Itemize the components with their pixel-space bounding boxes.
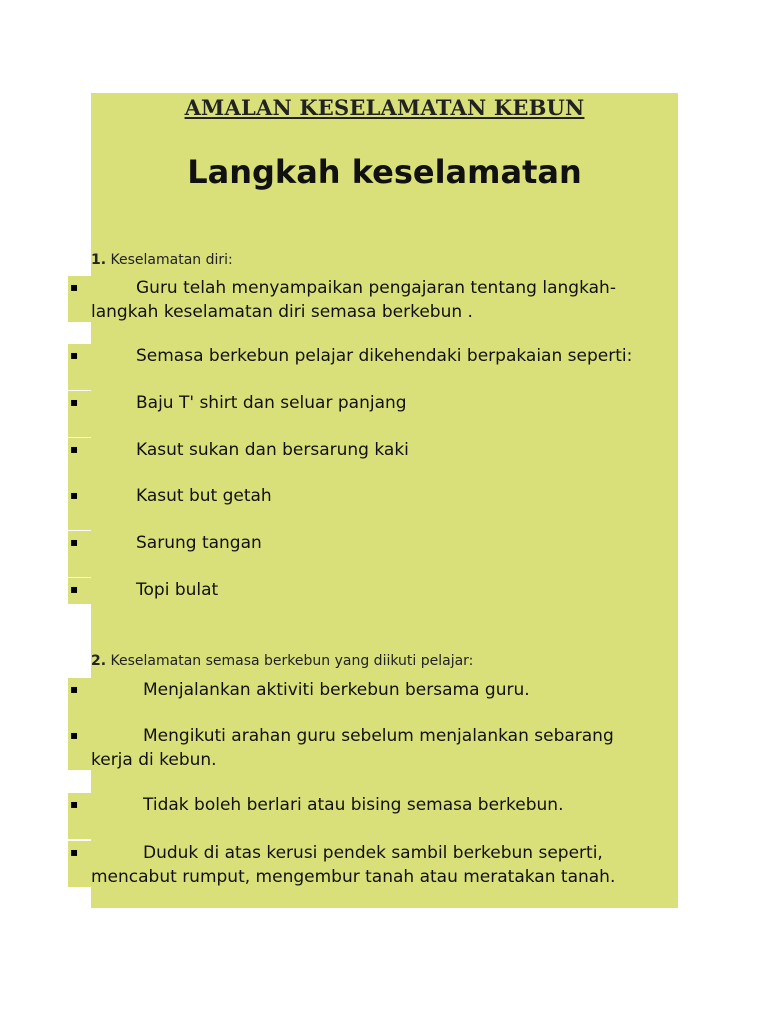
list-item-text: Kasut sukan dan bersarung kaki [136, 440, 409, 460]
bullet-icon: ▪ [70, 395, 79, 409]
list-item-text-cont: langkah keselamatan diri semasa berkebun . [91, 302, 473, 322]
bullet-icon: ▪ [70, 348, 79, 362]
document-title: AMALAN KESELAMATAN KEBUN [184, 95, 585, 120]
list-item-text-cont: kerja di kebun. [91, 750, 217, 770]
section-2-title: Keselamatan semasa berkebun yang diikuti pelajar: [110, 653, 474, 669]
list-item-text: Baju T' shirt dan seluar panjang [136, 393, 407, 413]
section-1-heading [91, 252, 233, 268]
list-item-text-cont: mencabut rumput, mengembur tanah atau meratakan tanah. [91, 867, 616, 887]
list-item-text: Mengikuti arahan guru sebelum menjalankan sebarang [143, 726, 614, 746]
list-item-text: Topi bulat [136, 580, 219, 600]
list-item-text: Kasut but getah [136, 486, 272, 506]
bullet-icon: ▪ [70, 797, 79, 811]
list-item-text: Menjalankan aktiviti berkebun bersama guru. [143, 680, 530, 700]
list-item-text: Sarung tangan [136, 533, 262, 553]
bullet-icon: ▪ [70, 280, 79, 294]
list-item-text: Duduk di atas kerusi pendek sambil berkebun seperti, [143, 843, 603, 863]
section-2-heading [91, 653, 473, 669]
section-1-number: 1. [91, 252, 107, 268]
bullet-icon: ▪ [70, 582, 79, 596]
document-subtitle: Langkah keselamatan [187, 153, 582, 191]
bullet-icon: ▪ [70, 682, 79, 696]
section-2-number: 2. [91, 653, 107, 669]
list-item-text: Semasa berkebun pelajar dikehendaki berpakaian seperti: [136, 346, 633, 366]
bullet-icon: ▪ [70, 845, 79, 859]
bullet-icon: ▪ [70, 535, 79, 549]
section-1-title: Keselamatan diri: [110, 252, 233, 268]
bullet-icon: ▪ [70, 728, 79, 742]
bullet-icon: ▪ [70, 442, 79, 456]
list-item-text: Guru telah menyampaikan pengajaran tentang langkah- [136, 278, 616, 298]
bullet-icon: ▪ [70, 488, 79, 502]
list-item-text: Tidak boleh berlari atau bising semasa berkebun. [143, 795, 564, 815]
